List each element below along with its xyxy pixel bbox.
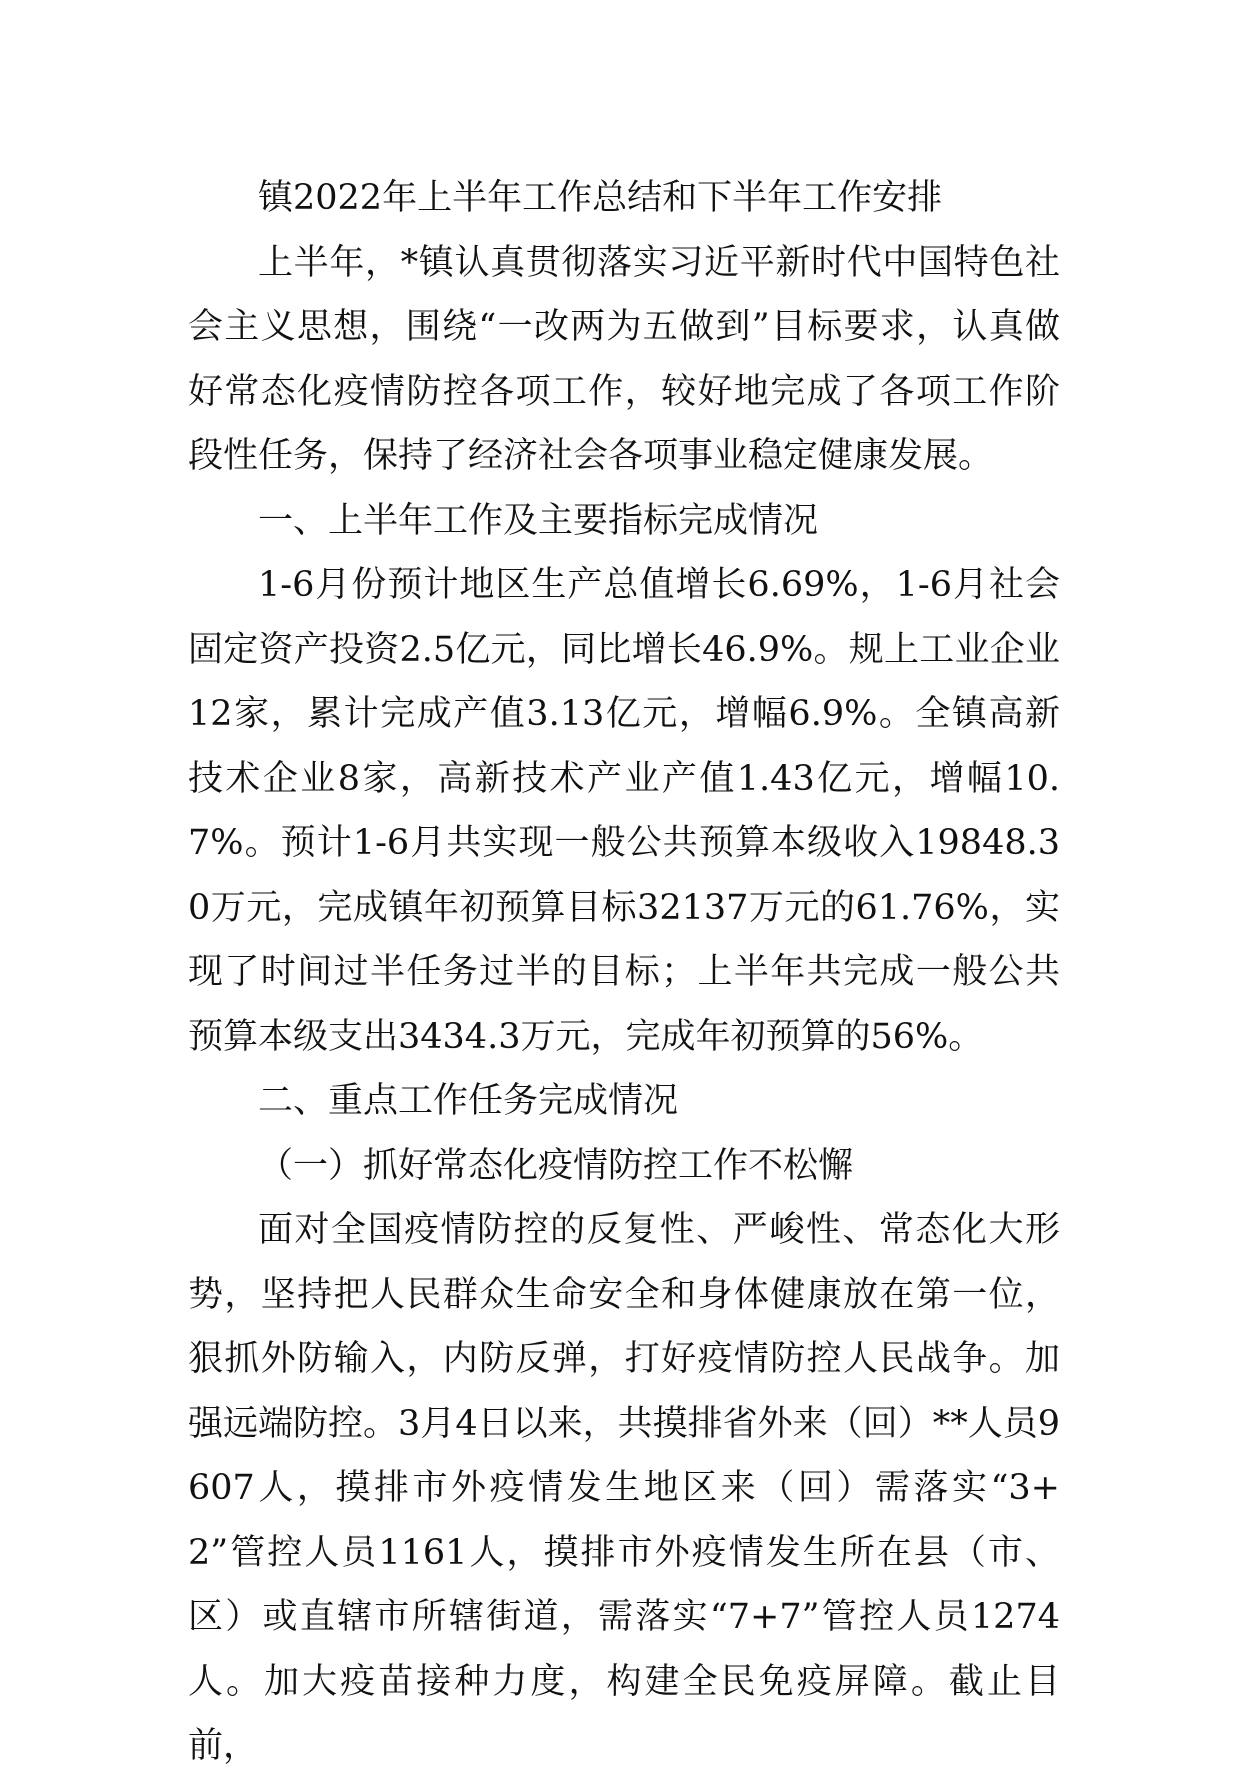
section-heading-2: 二、重点工作任务完成情况: [258, 1081, 679, 1121]
section-heading-1: 一、上半年工作及主要指标完成情况: [258, 500, 819, 541]
document-body: [188, 166, 1060, 1779]
indicators-paragraph: 1-6月份预计地区生产总值增长6.69%，1-6月社会固定资产投资2.5亿元，同比增长46.9%。规上工业企业12家，累计完成产值3.13亿元，增幅6.9%。全镇高新技术企业8家，高新技术产业产值1.43亿元，增幅10.7%。预计1-6月共实现一般公共预算本级收入19848.30万元，完成镇年初预算目标32137万元的61.76%，实现了时间过半任务过半的目标；上半年共完成一般公共预算本级支出3434.3万元，完成年初预算的56%。: [188, 565, 1060, 1057]
intro-paragraph: 上半年，*镇认真贯彻落实习近平新时代中国特色社会主义思想，围绕“一改两为五做到”目标要求，认真做好常态化疫情防控各项工作，较好地完成了各项工作阶段性任务，保持了经济社会各项事业稳定健康发展。: [188, 242, 1060, 476]
epidemic-paragraph: 面对全国疫情防控的反复性、严峻性、常态化大形势，坚持把人民群众生命安全和身体健康放在第一位，狠抓外防输入，内防反弹，打好疫情防控人民战争。加强远端防控。3月4日以来，共摸排省外来（回）**人员9607人，摸排市外疫情发生地区来（回）需落实“3+2”管控人员1161人，摸排市外疫情发生所在县（市、区）或直辖市所辖街道，需落实“7+7”管控人员1274人。加大疫苗接种力度，构建全民免疫屏障。截止目前，: [188, 1210, 1060, 1766]
document-title: 镇2022年上半年工作总结和下半年工作安排: [258, 178, 943, 218]
subsection-heading-1: （一）抓好常态化疫情防控工作不松懈: [258, 1145, 854, 1186]
